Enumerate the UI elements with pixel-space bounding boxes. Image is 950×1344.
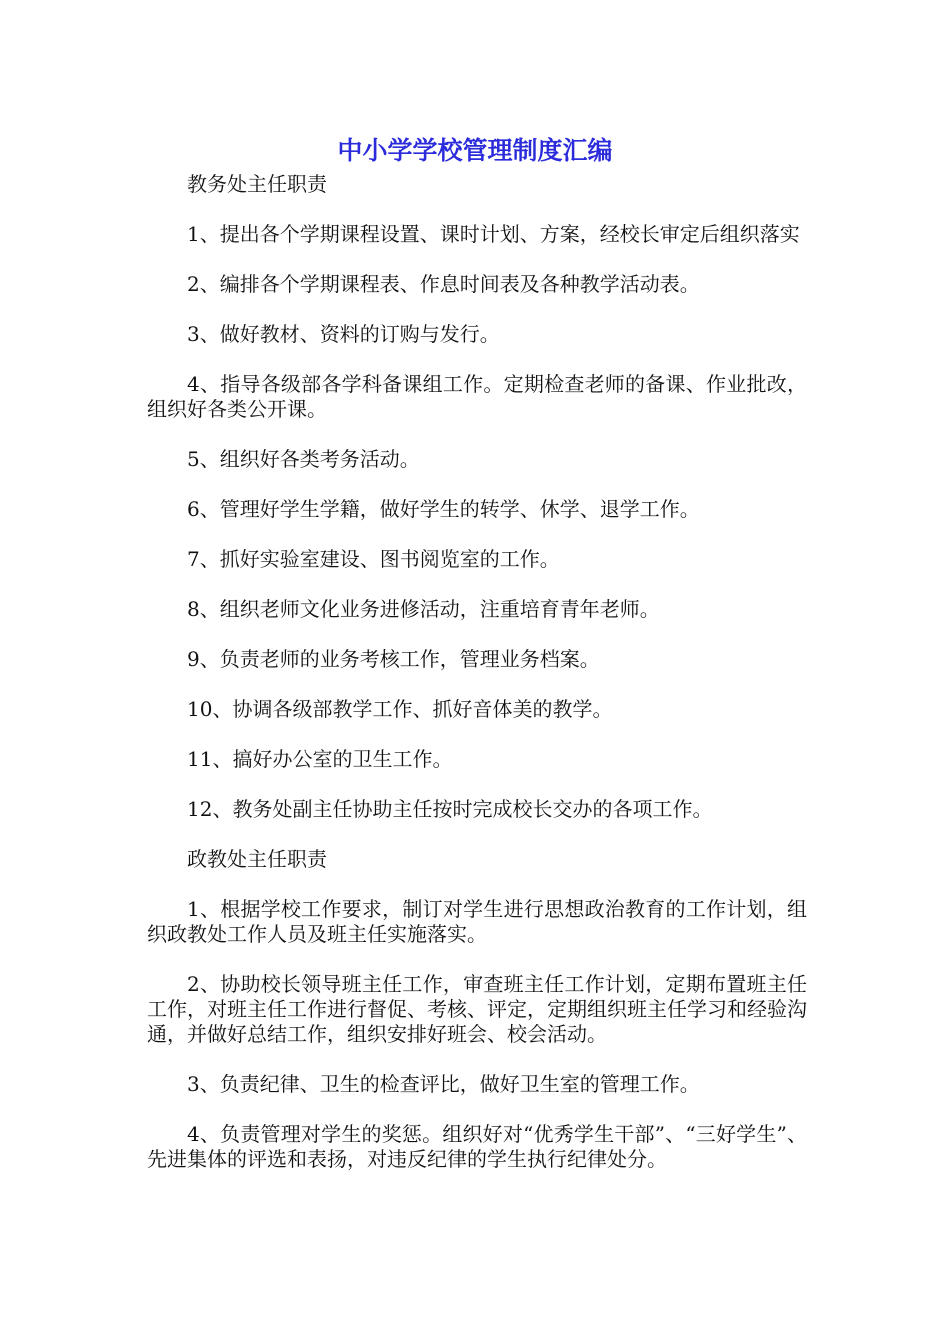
paragraph: 4、负责管理对学生的奖惩。组织好对“优秀学生干部”、“三好学生”、先进集体的评选和表扬，对违反纪律的学生执行纪律处分。 [147, 1122, 807, 1171]
paragraph: 1、根据学校工作要求，制订对学生进行思想政治教育的工作计划，组织政教处工作人员及班主任实施落实。 [147, 897, 807, 946]
document-title: 中小学学校管理制度汇编 [337, 136, 613, 165]
paragraph: 3、负责纪律、卫生的检查评比，做好卫生室的管理工作。 [187, 1072, 700, 1096]
paragraph: 2、编排各个学期课程表、作息时间表及各种教学活动表。 [187, 272, 700, 296]
paragraph: 7、抓好实验室建设、图书阅览室的工作。 [187, 547, 560, 571]
paragraph: 10、协调各级部教学工作、抓好音体美的教学。 [187, 697, 613, 721]
paragraph: 4、指导各级部各学科备课组工作。定期检查老师的备课、作业批改，组织好各类公开课。 [147, 372, 807, 421]
section-heading-academic-affairs: 教务处主任职责 [187, 172, 327, 196]
paragraph: 11、搞好办公室的卫生工作。 [187, 747, 453, 771]
paragraph: 2、协助校长领导班主任工作，审查班主任工作计划，定期布置班主任工作，对班主任工作进行督促、考核、评定，定期组织班主任学习和经验沟通，并做好总结工作，组织安排好班会、校会活动。 [147, 972, 807, 1046]
paragraph: 5、组织好各类考务活动。 [187, 447, 420, 471]
paragraph: 8、组织老师文化业务进修活动，注重培育青年老师。 [187, 597, 660, 621]
document-body [147, 172, 807, 1197]
paragraph: 6、管理好学生学籍，做好学生的转学、休学、退学工作。 [187, 497, 700, 521]
paragraph: 12、教务处副主任协助主任按时完成校长交办的各项工作。 [187, 797, 713, 821]
paragraph: 3、做好教材、资料的订购与发行。 [187, 322, 500, 346]
section-heading-political-education: 政教处主任职责 [187, 847, 327, 871]
paragraph: 1、提出各个学期课程设置、课时计划、方案，经校长审定后组织落实 [187, 222, 800, 246]
paragraph: 9、负责老师的业务考核工作，管理业务档案。 [187, 647, 600, 671]
